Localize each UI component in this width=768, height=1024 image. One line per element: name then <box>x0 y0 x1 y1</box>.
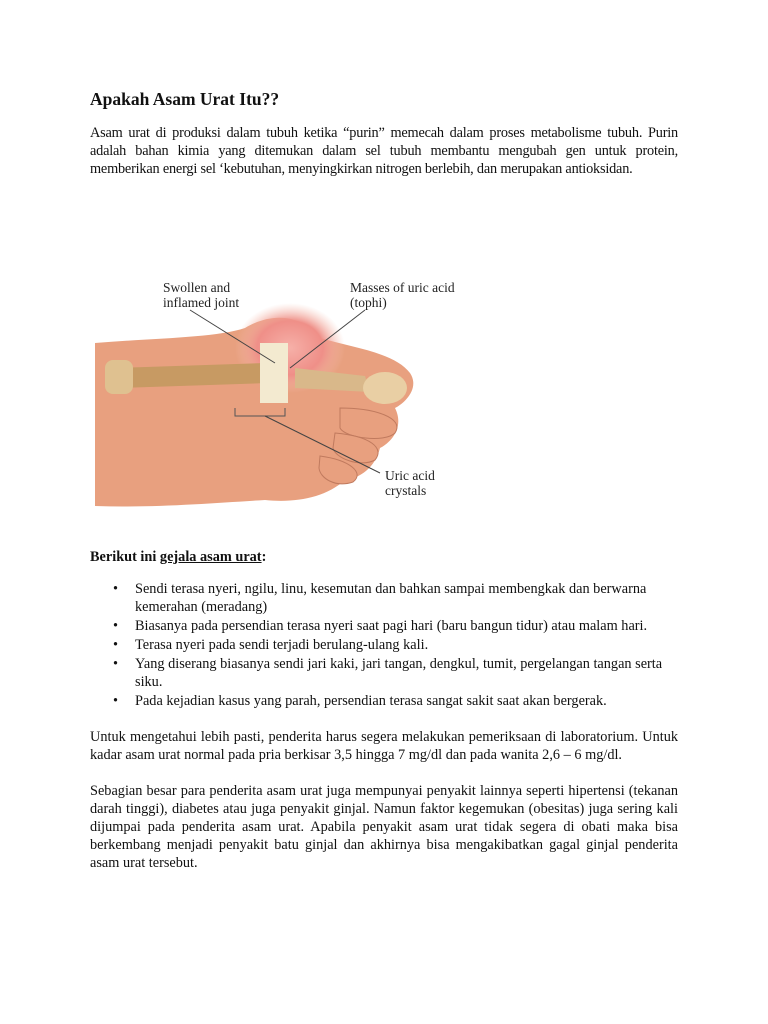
gout-foot-illustration <box>95 268 455 508</box>
symptoms-link[interactable]: gejala asam urat <box>159 549 262 565</box>
label-swollen-joint: Swollen and inflamed joint <box>163 280 240 310</box>
list-item: • Yang diserang biasanya sendi jari kaki, jari tangan, dengkul, tumit, pergelangan tangan serta siku. <box>135 655 678 691</box>
list-item: • Biasanya pada persendian terasa nyeri saat pagi hari (baru bangun tidur) atau malam hari. <box>135 617 678 635</box>
intro-paragraph: Asam urat di produksi dalam tubuh ketika “purin” memecah dalam proses metabolisme tubuh. Purin adalah bahan kimia yang ditemukan dalam sel tubuh membantu mengubah gen untuk protein, memberikan energi sel ‘kebutuhan, menyingkirkan nitrogen berlebih, dan merupakan antioksidan. <box>90 125 678 177</box>
label-crystals: Uric acid crystals <box>385 468 435 498</box>
document-page <box>90 88 678 872</box>
list-item: • Pada kejadian kasus yang parah, persendian terasa sangat sakit saat akan bergerak. <box>135 692 678 710</box>
symptoms-colon: : <box>261 549 267 565</box>
lab-paragraph: Untuk mengetahui lebih pasti, penderita harus segera melakukan pemeriksaan di laboratorium. Untuk kadar asam urat normal pada pria berkisar 3,5 hingga 7 mg/dl dan pada wanita 2,6 – 6 mg/dl. <box>90 729 678 763</box>
symptoms-lead: Berikut ini <box>90 549 160 565</box>
list-item: • Sendi terasa nyeri, ngilu, linu, kesemutan dan bahkan sampai membengkak dan berwarna kemerahan (meradang) <box>135 580 678 616</box>
label-tophi: Masses of uric acid (tophi) <box>350 280 455 310</box>
symptoms-list <box>90 580 678 710</box>
symptoms-heading <box>90 548 678 566</box>
page-title: Apakah Asam Urat Itu?? <box>90 89 280 109</box>
list-item: • Terasa nyeri pada sendi terjadi berulang-ulang kali. <box>135 636 678 654</box>
disease-paragraph: Sebagian besar para penderita asam urat juga mempunyai penyakit lainnya seperti hipertensi (tekanan darah tinggi), diabetes atau juga penyakit ginjal. Namun faktor kegemukan (obesitas) juga sering kali dijumpai pada penderita asam urat. Apabila penyakit asam urat tidak segera di obati maka bisa berkembang menjadi penyakit batu ginjal dan akhirnya bisa mengakibatkan gagal ginjal penderita asam urat tersebut. <box>90 783 678 871</box>
